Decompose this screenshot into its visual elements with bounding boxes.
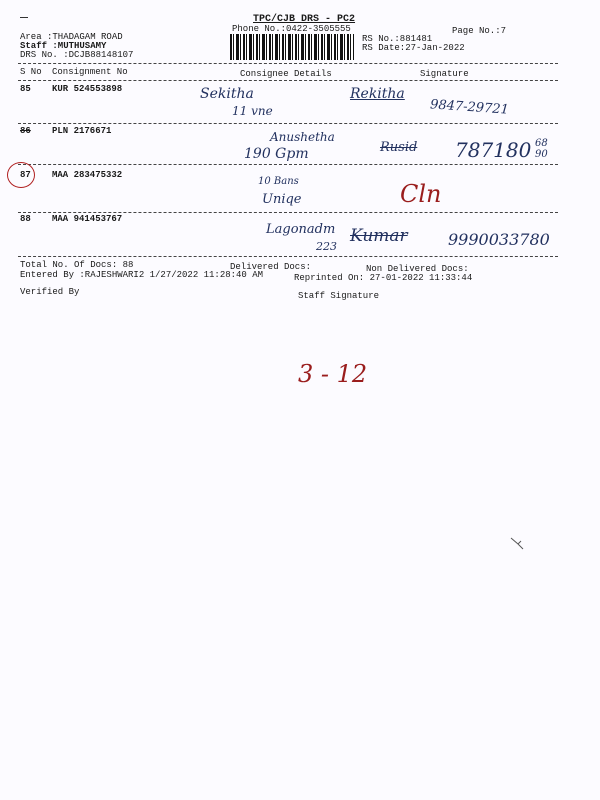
area: Area :THADAGAM ROAD (20, 32, 123, 42)
handwritten-consignee-address: 190 Gpm (244, 146, 309, 162)
row-sno: 88 (20, 214, 31, 224)
handwritten-phone: 9847-29721 (429, 97, 510, 118)
row-sno: 85 (20, 84, 31, 94)
total-docs: Total No. Of Docs: 88 (20, 260, 134, 270)
page-number: Page No.:7 (452, 26, 507, 36)
handwritten-signature: Rusid (380, 140, 418, 155)
corner-mark (20, 17, 28, 18)
handwritten-consignee-address: 223 (316, 240, 337, 253)
entered-by: Entered By :RAJESHWARI2 1/27/2022 11:28:40 AM (20, 270, 264, 280)
divider (18, 212, 558, 213)
divider (18, 256, 558, 257)
delivered-docs: Delivered Docs: (230, 262, 312, 272)
row-consignment-number: MAA 283475332 (52, 170, 123, 180)
column-header-consignment: Consignment No (52, 67, 128, 77)
column-header-signature: Signature (420, 69, 469, 79)
row-consignment-number: PLN 2176671 (52, 126, 112, 136)
handwritten-phone: 787180 (455, 138, 532, 162)
handwritten-consignee-address: Uniqe (262, 192, 302, 207)
handwritten-phone: 9990033780 (448, 230, 550, 249)
barcode (230, 34, 354, 60)
handwritten-consignee-name: Lagonadm (266, 222, 336, 237)
row-sno: 86 (20, 126, 31, 136)
row-sno: 87 (20, 170, 31, 180)
column-header-sno: S No (20, 67, 42, 77)
handwritten-page-note: 3 - 12 (298, 360, 368, 388)
rs-number: RS No.:881481 (362, 34, 433, 44)
handwritten-phone-extra: 68 90 (535, 138, 548, 160)
row-consignment-number: KUR 524553898 (52, 84, 123, 94)
rs-date: RS Date:27-Jan-2022 (362, 43, 465, 53)
handwritten-consignee-name: 10 Bans (258, 176, 299, 187)
staff-signature: Staff Signature (298, 291, 380, 301)
divider (18, 164, 558, 165)
non-delivered-docs: Non Delivered Docs: (366, 264, 469, 274)
scan-mark (510, 536, 524, 550)
handwritten-consignee-name: Anushetha (270, 130, 335, 144)
handwritten-signature: Rekitha (350, 86, 405, 102)
reprinted-on: Reprinted On: 27-01-2022 11:33:44 (294, 273, 473, 283)
handwritten-red-annotation: Cln (400, 180, 442, 208)
document-title: TPC/CJB DRS - PC2 (253, 14, 356, 25)
drs-number: DRS No. :DCJB88148107 (20, 50, 134, 60)
divider (18, 80, 558, 81)
divider (18, 123, 558, 124)
staff-name: Staff :MUTHUSAMY (20, 41, 107, 51)
row-consignment-number: MAA 941453767 (52, 214, 123, 224)
handwritten-consignee-address: 11 vne (232, 104, 273, 118)
handwritten-signature: Kumar (350, 226, 408, 246)
handwritten-consignee-name: Sekitha (200, 86, 254, 102)
phone-number: Phone No.:0422-3505555 (232, 24, 351, 34)
divider (18, 63, 558, 64)
column-header-consignee: Consignee Details (240, 69, 332, 79)
verified-by: Verified By (20, 287, 80, 297)
